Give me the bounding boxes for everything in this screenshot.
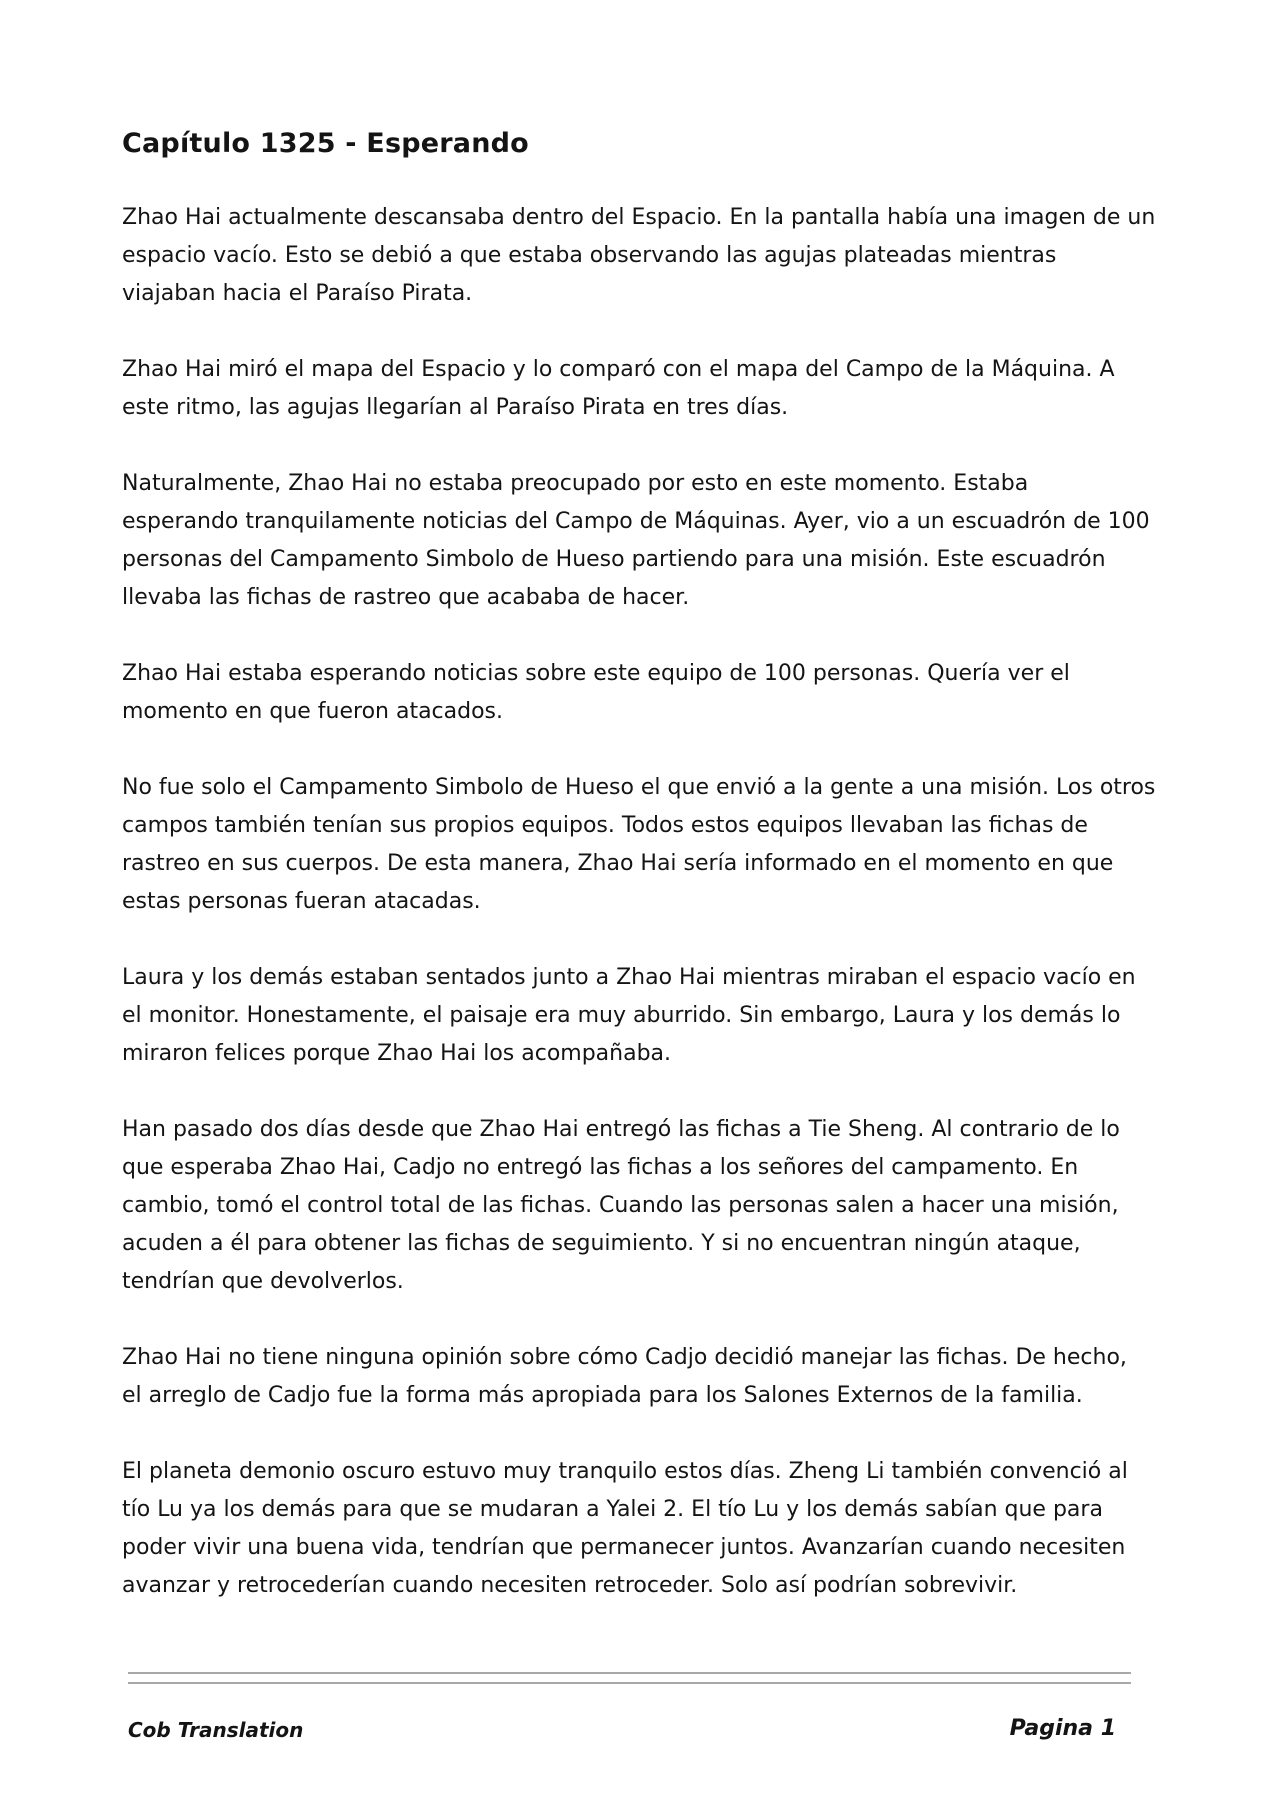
text-line: cambio, tomó el control total de las fichas. Cuando las personas salen a hacer una misión, (122, 1193, 1119, 1218)
paragraph (122, 655, 1142, 731)
text-line: viajaban hacia el Paraíso Pirata. (122, 281, 473, 306)
text-line: el arreglo de Cadjo fue la forma más apropiada para los Salones Externos de la familia. (122, 1383, 1083, 1408)
paragraph (122, 959, 1142, 1073)
text-line: tío Lu ya los demás para que se mudaran a Yalei 2. El tío Lu y los demás sabían que para (122, 1497, 1103, 1522)
paragraph (122, 199, 1156, 313)
paragraph (122, 1111, 1142, 1301)
paragraph (122, 1453, 1142, 1605)
text-line: Zhao Hai no tiene ninguna opinión sobre cómo Cadjo decidió manejar las fichas. De hecho, (122, 1345, 1127, 1370)
text-line: estas personas fueran atacadas. (122, 889, 481, 914)
chapter-body (122, 199, 1156, 1643)
text-line: miraron felices porque Zhao Hai los acompañaba. (122, 1041, 672, 1066)
footer-divider (128, 1672, 1131, 1674)
text-line: momento en que fueron atacados. (122, 699, 504, 724)
text-line: el monitor. Honestamente, el paisaje era muy aburrido. Sin embargo, Laura y los demás lo (122, 1003, 1121, 1028)
text-line: avanzar y retrocederían cuando necesiten retroceder. Solo así podrían sobrevivir. (122, 1573, 1018, 1598)
text-line: espacio vacío. Esto se debió a que estaba observando las agujas plateadas mientras (122, 243, 1057, 268)
text-line: tendrían que devolverlos. (122, 1269, 404, 1294)
footer-divider (128, 1682, 1131, 1684)
text-line: Naturalmente, Zhao Hai no estaba preocupado por esto en este momento. Estaba (122, 471, 1029, 496)
paragraph (122, 1339, 1142, 1415)
text-line: llevaba las fichas de rastreo que acababa de hacer. (122, 585, 690, 610)
text-line: Zhao Hai miró el mapa del Espacio y lo comparó con el mapa del Campo de la Máquina. A (122, 357, 1115, 382)
text-line: Laura y los demás estaban sentados junto a Zhao Hai mientras miraban el espacio vacío en (122, 965, 1136, 990)
text-line: personas del Campamento Simbolo de Hueso partiendo para una misión. Este escuadrón (122, 547, 1106, 572)
text-line: Zhao Hai actualmente descansaba dentro del Espacio. En la pantalla había una imagen de un (122, 205, 1156, 230)
text-line: Zhao Hai estaba esperando noticias sobre este equipo de 100 personas. Quería ver el (122, 661, 1070, 686)
text-line: que esperaba Zhao Hai, Cadjo no entregó las fichas a los señores del campamento. En (122, 1155, 1079, 1180)
text-line: esperando tranquilamente noticias del Campo de Máquinas. Ayer, vio a un escuadrón de 100 (122, 509, 1150, 534)
text-line: poder vivir una buena vida, tendrían que permanecer juntos. Avanzarían cuando necesiten (122, 1535, 1126, 1560)
text-line: No fue solo el Campamento Simbolo de Hueso el que envió a la gente a una misión. Los otros (122, 775, 1156, 800)
footer-page-number: Pagina 1 (1009, 1716, 1116, 1741)
footer-translator-credit: Cob Translation (128, 1718, 304, 1742)
paragraph (122, 769, 1156, 921)
text-line: este ritmo, las agujas llegarían al Paraíso Pirata en tres días. (122, 395, 789, 420)
text-line: El planeta demonio oscuro estuvo muy tranquilo estos días. Zheng Li también convenció al (122, 1459, 1128, 1484)
paragraph (122, 351, 1142, 427)
text-line: rastreo en sus cuerpos. De esta manera, Zhao Hai sería informado en el momento en que (122, 851, 1114, 876)
text-line: acuden a él para obtener las fichas de seguimiento. Y si no encuentran ningún ataque, (122, 1231, 1081, 1256)
paragraph (122, 465, 1150, 617)
chapter-title: Capítulo 1325 - Esperando (122, 128, 529, 159)
text-line: campos también tenían sus propios equipos. Todos estos equipos llevaban las fichas de (122, 813, 1088, 838)
text-line: Han pasado dos días desde que Zhao Hai entregó las fichas a Tie Sheng. Al contrario de lo (122, 1117, 1120, 1142)
